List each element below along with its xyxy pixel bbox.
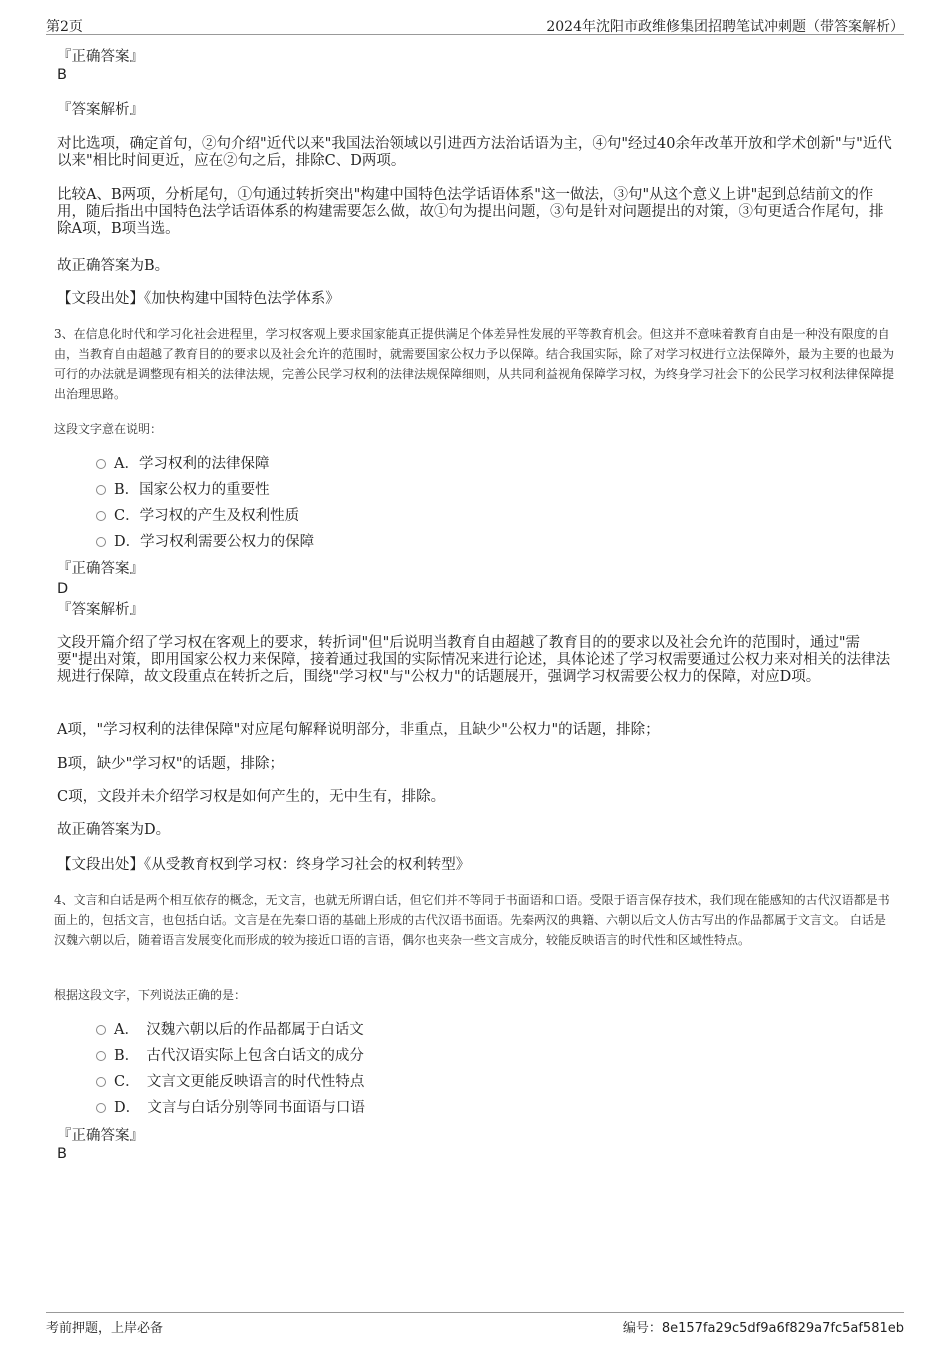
q4-prompt: 根据这段文字，下列说法正确的是：: [54, 988, 247, 1002]
radio-icon[interactable]: [96, 1077, 106, 1087]
radio-icon[interactable]: [96, 1025, 106, 1035]
q3-analysis-p3: B项，缺少"学习权"的话题，排除；: [57, 756, 284, 772]
q3-source: 【文段出处】《从受教育权到学习权：终身学习社会的权利转型》: [57, 857, 471, 873]
q3-answer: D: [57, 581, 69, 597]
q4-answer: B: [57, 1146, 67, 1162]
q3-prompt: 这段文字意在说明：: [54, 422, 163, 436]
radio-icon[interactable]: [96, 485, 106, 495]
footer-slogan: 考前押题，上岸必备: [46, 1321, 164, 1336]
q3-option-a[interactable]: A．学习权利的法律保障: [96, 455, 269, 473]
q2-analysis-p2: 比较A、B两项，分析尾句，①句通过转折突出"构建中国特色法学话语体系"这一做法，③句"从这个意义上讲"起到总结前文的作用，随后指出中国特色法学话语体系的构建需要怎么做，故①句为提出问题，③句是针对问题提出的对策，③句更适合作尾句，排除A项，B项当选。: [57, 187, 884, 237]
radio-icon[interactable]: [96, 1103, 106, 1113]
q3-option-c[interactable]: C．学习权的产生及权利性质: [96, 507, 299, 525]
page-footer: [46, 1312, 904, 1335]
page-header: [46, 14, 904, 35]
q4-stem: 4、文言和白话是两个相互依存的概念，无文言，也就无所谓白话，但它们并不等同于书面语和口语。受限于语言保存技术，我们现在能感知的古代汉语都是书面上的，包括文言，也包括白话。文言是在先秦口语的基础上形成的古代汉语书面语。先秦两汉的典籍、六朝以后文人仿古写出的作品都属于文言文。 白话是汉魏六朝以后，随着语言发展变化而形成的较为接近口语的言语，偶尔也夹杂一些文言成分，较能反映语言的时代性和区域性特点。: [54, 893, 890, 947]
q2-answer: B: [57, 67, 67, 83]
page-number: 第2页: [46, 19, 83, 35]
q3-analysis-p2: A项，"学习权利的法律保障"对应尾句解释说明部分，非重点，且缺少"公权力"的话题，排除；: [57, 722, 660, 738]
q4-option-b[interactable]: B． 古代汉语实际上包含白话文的成分: [96, 1047, 364, 1065]
q3-analysis-p4: C项，文段并未介绍学习权是如何产生的，无中生有，排除。: [57, 789, 446, 805]
q2-analysis-p1: 对比选项，确定首句，②句介绍"近代以来"我国法治领域以引进西方法治话语为主，④句"经过40余年改革开放和学术创新"与"近代以来"相比时间更近，应在②句之后，排除C、D两项。: [57, 136, 892, 169]
q2-answer-label: 『正确答案』: [57, 49, 144, 65]
q3-option-d[interactable]: D．学习权利需要公权力的保障: [96, 533, 314, 551]
q4-answer-label: 『正确答案』: [57, 1128, 144, 1144]
q3-analysis-p5: 故正确答案为D。: [57, 822, 171, 838]
q4-option-d[interactable]: D． 文言与白话分别等同书面语与口语: [96, 1099, 365, 1117]
q4-option-a[interactable]: A． 汉魏六朝以后的作品都属于白话文: [96, 1021, 364, 1039]
document-title: 2024年沈阳市政维修集团招聘笔试冲刺题（带答案解析）: [546, 19, 904, 35]
q3-option-b[interactable]: B．国家公权力的重要性: [96, 481, 270, 499]
q2-source: 【文段出处】《加快构建中国特色法学体系》: [57, 291, 340, 307]
q3-answer-label: 『正确答案』: [57, 561, 144, 577]
document-id: 编号：8e157fa29c5df9a6f829a7fc5af581eb: [622, 1321, 904, 1336]
radio-icon[interactable]: [96, 511, 106, 521]
radio-icon[interactable]: [96, 1051, 106, 1061]
q4-option-c[interactable]: C． 文言文更能反映语言的时代性特点: [96, 1073, 364, 1091]
q3-analysis-p1: 文段开篇介绍了学习权在客观上的要求，转折词"但"后说明当教育自由超越了教育目的的要求以及社会允许的范围时，通过"需要"提出对策，即用国家公权力来保障，接着通过我国的实际情况来进行论述，具体论述了学习权需要通过公权力来对相关的法律法规进行保障，故文段重点在转折之后，围绕"学习权"与"公权力"的话题展开，强调学习权需要公权力的保障，对应D项。: [57, 635, 891, 685]
radio-icon[interactable]: [96, 459, 106, 469]
q2-analysis-p3: 故正确答案为B。: [57, 258, 170, 274]
q3-stem: 3、在信息化时代和学习化社会进程里，学习权客观上要求国家能真正提供满足个体差异性发展的平等教育机会。但这并不意味着教育自由是一种没有限度的自由，当教育自由超越了教育目的的要求以及社会允许的范围时，就需要国家公权力予以保障。结合我国实际，除了对学习权进行立法保障外，最为主要的也最为可行的办法就是调整现有相关的法律法规，完善公民学习权利的法律法规保障细则，从共同利益视角保障学习权，为终身学习社会下的公民学习权利法律保障提出治理思路。: [54, 327, 895, 401]
q2-analysis-label: 『答案解析』: [57, 102, 144, 118]
radio-icon[interactable]: [96, 537, 106, 547]
q3-analysis-label: 『答案解析』: [57, 602, 144, 618]
